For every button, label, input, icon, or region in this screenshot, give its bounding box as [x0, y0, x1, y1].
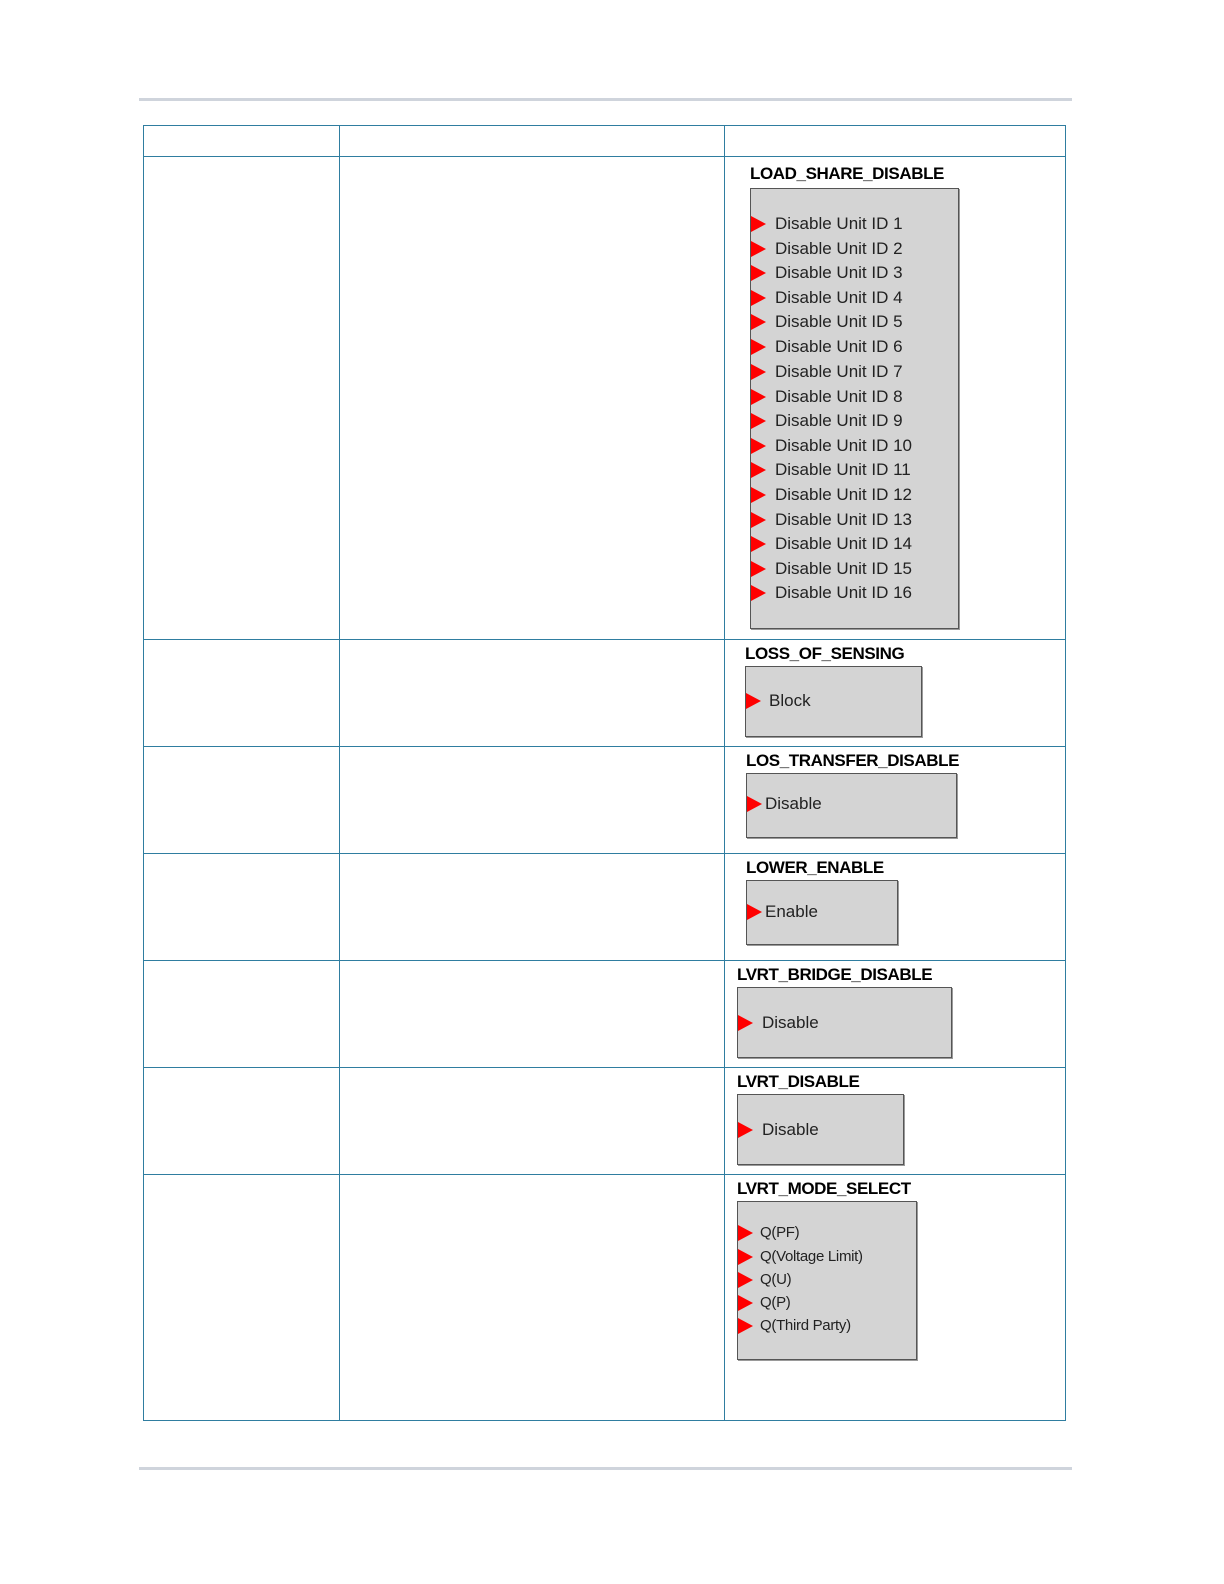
block-cell	[725, 747, 1066, 854]
table-row	[144, 1175, 1066, 1421]
description-cell	[340, 854, 725, 961]
footer-rule	[139, 1467, 1072, 1470]
table-header-row	[144, 126, 1066, 157]
input-marker-icon	[746, 693, 761, 709]
input-marker-icon	[751, 241, 766, 257]
input-label: Disable Unit ID 16	[775, 583, 913, 602]
name-cell	[144, 640, 340, 747]
input-label: Disable Unit ID 14	[775, 534, 913, 553]
header-rule	[139, 98, 1072, 101]
table-row	[144, 1068, 1066, 1175]
input-label: Q(Voltage Limit)	[760, 1248, 863, 1265]
input-marker-icon	[751, 389, 766, 405]
table-row	[144, 640, 1066, 747]
input-marker-icon	[738, 1122, 753, 1138]
input-label: Enable	[765, 902, 818, 921]
input-label: Disable	[762, 1013, 819, 1032]
block-title: LVRT_BRIDGE_DISABLE	[737, 965, 933, 984]
input-label: Block	[769, 691, 811, 710]
input-label: Disable Unit ID 6	[775, 337, 903, 356]
input-label: Disable Unit ID 1	[775, 214, 903, 233]
name-cell	[144, 157, 340, 640]
logic-element-table	[143, 125, 1066, 1421]
header-cell-1	[144, 126, 340, 157]
input-marker-icon	[751, 339, 766, 355]
block-title: LOS_TRANSFER_DISABLE	[746, 751, 960, 770]
input-marker-icon	[751, 413, 766, 429]
table-row	[144, 747, 1066, 854]
input-label: Disable Unit ID 15	[775, 559, 913, 578]
input-label: Disable	[765, 794, 822, 813]
input-label: Disable Unit ID 8	[775, 387, 903, 406]
block-cell	[725, 854, 1066, 961]
description-cell	[340, 157, 725, 640]
description-cell	[340, 1068, 725, 1175]
input-label: Disable Unit ID 9	[775, 411, 903, 430]
input-label: Disable Unit ID 11	[775, 460, 911, 479]
input-marker-icon	[747, 796, 762, 812]
table-row	[144, 961, 1066, 1068]
input-label: Q(Third Party)	[760, 1317, 851, 1334]
input-marker-icon	[751, 265, 766, 281]
input-marker-icon	[751, 512, 766, 528]
block-body	[737, 1094, 904, 1165]
input-marker-icon	[751, 290, 766, 306]
name-cell	[144, 961, 340, 1068]
input-marker-icon	[738, 1225, 753, 1241]
name-cell	[144, 1175, 340, 1421]
input-label: Q(U)	[760, 1271, 792, 1288]
input-marker-icon	[751, 314, 766, 330]
block-body	[737, 1201, 917, 1360]
input-label: Disable Unit ID 13	[775, 510, 913, 529]
input-marker-icon	[751, 364, 766, 380]
input-marker-icon	[751, 536, 766, 552]
input-marker-icon	[738, 1249, 753, 1265]
input-label: Disable Unit ID 10	[775, 436, 913, 455]
header-cell-3	[725, 126, 1066, 157]
input-marker-icon	[747, 904, 762, 920]
description-cell	[340, 747, 725, 854]
input-label: Disable Unit ID 12	[775, 485, 913, 504]
block-title: LVRT_MODE_SELECT	[737, 1179, 911, 1198]
input-label: Q(PF)	[760, 1224, 800, 1241]
name-cell	[144, 1068, 340, 1175]
input-marker-icon	[738, 1272, 753, 1288]
input-marker-icon	[751, 216, 766, 232]
header-cell-2	[340, 126, 725, 157]
input-label: Q(P)	[760, 1294, 791, 1311]
description-cell	[340, 1175, 725, 1421]
input-marker-icon	[738, 1318, 753, 1334]
input-label: Disable Unit ID 5	[775, 312, 903, 331]
block-cell	[725, 157, 1066, 640]
input-label: Disable Unit ID 3	[775, 263, 903, 282]
block-body	[746, 880, 898, 945]
description-cell	[340, 640, 725, 747]
description-cell	[340, 961, 725, 1068]
block-body	[746, 773, 957, 838]
name-cell	[144, 854, 340, 961]
block-body	[737, 987, 952, 1058]
block-cell	[725, 1068, 1066, 1175]
input-marker-icon	[751, 487, 766, 503]
block-cell	[725, 640, 1066, 747]
input-marker-icon	[738, 1015, 753, 1031]
input-label: Disable Unit ID 2	[775, 239, 903, 258]
input-marker-icon	[751, 585, 766, 601]
block-cell	[725, 961, 1066, 1068]
block-body	[745, 666, 922, 737]
table-row	[144, 157, 1066, 640]
block-cell	[725, 1175, 1066, 1421]
table-row	[144, 854, 1066, 961]
block-title: LVRT_DISABLE	[737, 1072, 860, 1091]
input-label: Disable	[762, 1120, 819, 1139]
block-title: LOSS_OF_SENSING	[745, 644, 905, 663]
input-label: Disable Unit ID 4	[775, 288, 903, 307]
block-body	[750, 188, 959, 629]
name-cell	[144, 747, 340, 854]
block-title: LOAD_SHARE_DISABLE	[750, 164, 944, 183]
input-label: Disable Unit ID 7	[775, 362, 903, 381]
input-marker-icon	[738, 1295, 753, 1311]
input-marker-icon	[751, 561, 766, 577]
input-marker-icon	[751, 438, 766, 454]
block-title: LOWER_ENABLE	[746, 858, 884, 877]
input-marker-icon	[751, 462, 766, 478]
